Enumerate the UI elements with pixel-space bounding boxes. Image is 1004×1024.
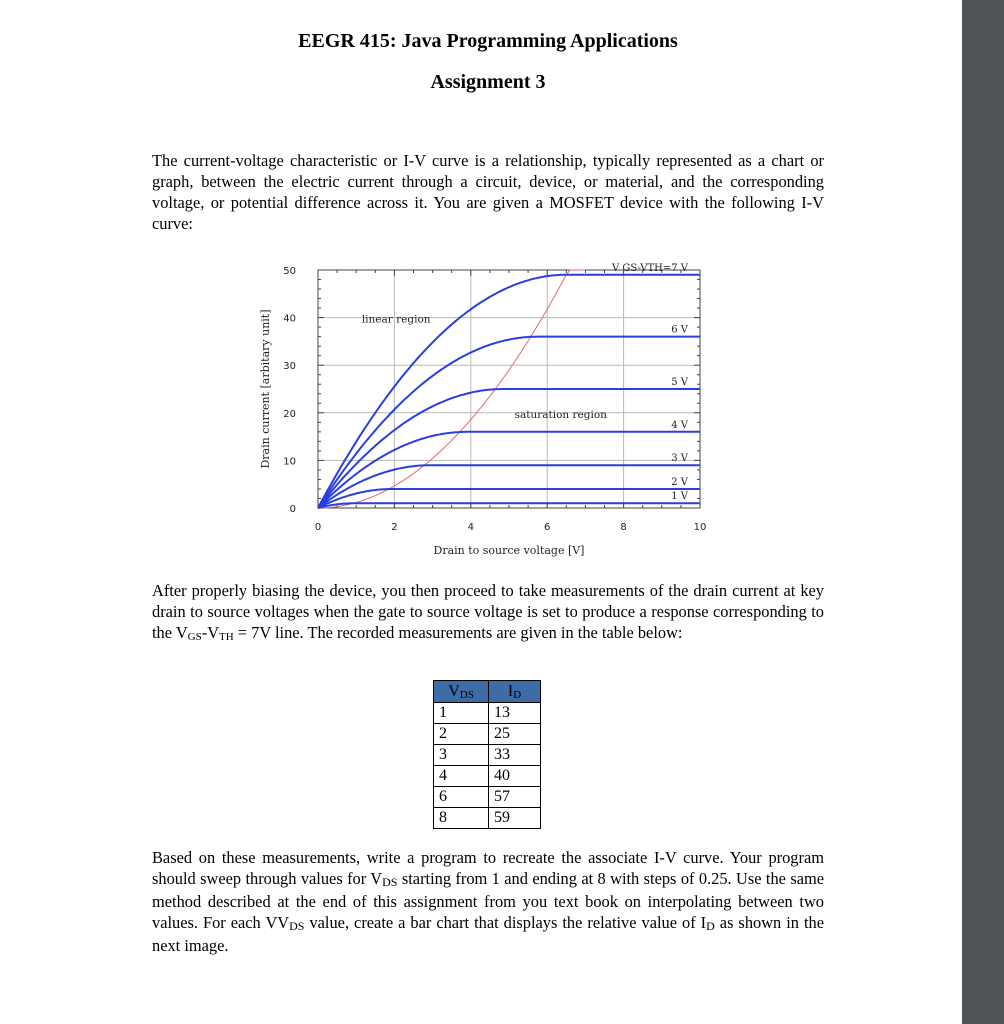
cell-id: 13 <box>489 703 541 724</box>
curve-label: 2 V <box>671 476 688 488</box>
assignment-title: Assignment 3 <box>430 71 546 93</box>
y-tick-label: 40 <box>283 313 296 325</box>
task-sub-d: D <box>706 919 715 933</box>
cell-vds: 1 <box>434 703 489 724</box>
task-sub-ds-2: DS <box>289 919 305 933</box>
curve-label: 5 V <box>671 377 688 388</box>
course-title: EEGR 415: Java Programming Applications <box>298 30 678 52</box>
table-row <box>434 745 541 766</box>
measure-text-1: After properly biasing the device, you then proceed to take measurements of the drain current at key drain to source voltages when the gate to source voltage is set to produce a response corresponding to the V <box>152 581 824 642</box>
x-tick-label: 6 <box>544 522 551 533</box>
cell-id: 57 <box>489 787 541 808</box>
curve-label: 1 V <box>671 491 688 503</box>
curve-3-v <box>318 465 700 508</box>
curve-vgs-vth-7-v <box>318 275 700 508</box>
y-tick-label: 0 <box>289 504 296 515</box>
y-tick-label: 10 <box>283 456 296 468</box>
curve-label: 6 V <box>671 324 688 336</box>
cell-vds: 2 <box>434 724 489 745</box>
x-tick-label: 0 <box>314 522 322 533</box>
y-tick-label: 50 <box>283 266 296 277</box>
task-sub-ds-1: DS <box>382 875 398 889</box>
header-vds: VDS <box>434 681 489 703</box>
x-axis-label: Drain to source voltage [V] <box>433 544 585 557</box>
curve-label: 3 V <box>671 453 688 465</box>
measure-sub-th: TH <box>219 631 234 643</box>
x-tick-label: 4 <box>467 522 474 533</box>
task-text-3: value, create a bar chart that displays the relative value of I <box>304 913 707 932</box>
x-tick-label: 8 <box>620 522 627 533</box>
cell-vds: 8 <box>434 808 489 829</box>
task-paragraph: Based on these measurements, write a program to recreate the associate I-V curve. Your program should sweep through values for $V_{DS}$ starting from 1 and ending at 8 with steps of 0.25. Use the same method described at the end of this assignment from you text book on interpolating between two values. For each $VV_{DS}$ value, create a bar chart that displays the relative value of $I_D$ as shown in the next image. <box>152 848 824 955</box>
cell-id: 33 <box>489 745 541 766</box>
region-annotation: linear region <box>361 313 431 326</box>
y-axis-label: Drain current [arbitary unit] <box>259 309 272 469</box>
cell-id: 59 <box>489 808 541 829</box>
task-text-1: Based on these measurements, write a program to recreate the associate I-V curve. Your program should sweep through values for V <box>152 848 824 888</box>
table-row <box>434 724 541 745</box>
measure-dash: -V <box>201 623 220 642</box>
table-row <box>434 703 541 724</box>
cell-vds: 4 <box>434 766 489 787</box>
measure-text-2: = 7V line. The recorded measurements are given in the table below: <box>233 623 683 642</box>
x-tick-label: 10 <box>693 522 707 533</box>
cell-id: 40 <box>489 766 541 787</box>
task-text-2: starting from 1 and ending at 8 with steps of 0.25. Use the same method described at the end of this assignment from you text book on interpolating between two values. For each V <box>152 869 824 932</box>
curve-label: V GS-VTH=7 V <box>611 262 688 274</box>
cell-vds: 3 <box>434 745 489 766</box>
region-annotation: saturation region <box>514 408 607 421</box>
curve-6-v <box>318 337 700 508</box>
table-header-row <box>434 681 541 703</box>
iv-curve-chart <box>250 255 730 567</box>
measurement-table <box>433 680 541 829</box>
viewer-side-strip <box>962 0 1004 1024</box>
y-tick-label: 30 <box>283 361 296 373</box>
measurement-paragraph <box>152 580 824 646</box>
table-row <box>434 766 541 787</box>
task-text-4: as shown in the next image. <box>152 913 824 955</box>
cell-id: 25 <box>489 724 541 745</box>
x-tick-label: 2 <box>391 522 398 533</box>
header-id: ID <box>489 681 541 703</box>
table-row <box>434 808 541 829</box>
intro-paragraph: The current-voltage characteristic or I-V curve is a relationship, typically represented as a chart or graph, between the electric current through a circuit, device, or material, and the corresponding voltage, or potential difference across it. You are given a MOSFET device with the following I-V curve: <box>152 151 824 233</box>
measure-sub-gs: GS <box>187 631 202 643</box>
cell-vds: 6 <box>434 787 489 808</box>
curve-4-v <box>318 432 700 508</box>
curve-label: 4 V <box>671 419 688 431</box>
table-row <box>434 787 541 808</box>
y-tick-label: 20 <box>283 408 296 420</box>
